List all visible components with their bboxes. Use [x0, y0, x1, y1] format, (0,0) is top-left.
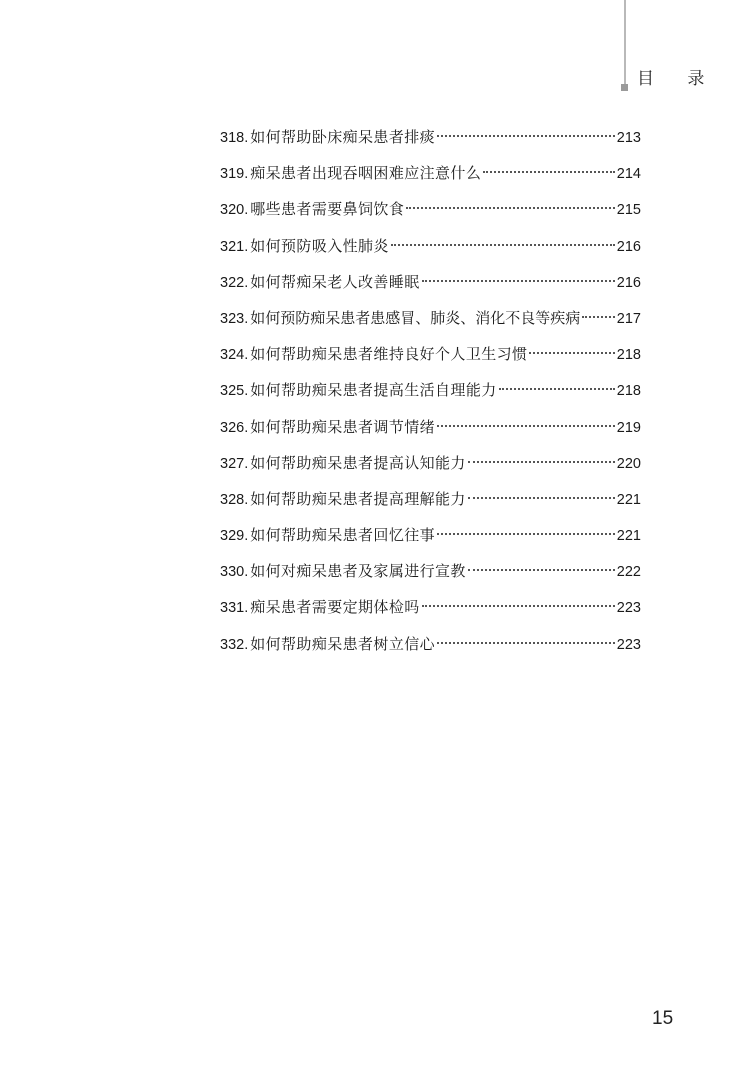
- toc-entry-number: 330.: [220, 564, 249, 581]
- toc-entry[interactable]: [220, 486, 641, 522]
- toc-entry-title: 如何帮助痴呆患者维持良好个人卫生习惯: [250, 345, 528, 364]
- toc-entry[interactable]: [220, 414, 641, 450]
- toc-entry-page: 218: [616, 383, 641, 400]
- toc-entry-number: 331.: [220, 600, 249, 617]
- toc-entry-page: 217: [616, 310, 641, 327]
- header-vertical-rule: [624, 0, 626, 84]
- toc-entry[interactable]: [220, 124, 641, 160]
- toc-entry[interactable]: [220, 631, 641, 667]
- toc-dot-leader: [499, 388, 615, 390]
- toc-entry-page: 216: [616, 274, 641, 291]
- toc-entry-page: 218: [616, 347, 641, 364]
- toc-entry-page: 215: [616, 202, 641, 219]
- toc-entry-page: 223: [616, 600, 641, 617]
- toc-entry-page: 216: [616, 238, 641, 255]
- toc-entry-title: 如何帮助痴呆患者提高认知能力: [250, 453, 466, 472]
- toc-entry-number: 322.: [220, 274, 249, 291]
- toc-entry-number: 323.: [220, 310, 249, 327]
- toc-dot-leader: [437, 533, 615, 535]
- toc-dot-leader: [437, 135, 615, 137]
- toc-entry-page: 223: [616, 636, 641, 653]
- section-title: 目 录: [637, 69, 719, 89]
- toc-entry[interactable]: [220, 341, 641, 377]
- table-of-contents: [220, 124, 641, 667]
- toc-entry[interactable]: [220, 160, 641, 196]
- toc-dot-leader: [468, 497, 615, 499]
- toc-entry-title: 如何对痴呆患者及家属进行宣教: [250, 562, 466, 581]
- toc-dot-leader: [437, 425, 615, 427]
- toc-entry-page: 220: [616, 455, 641, 472]
- toc-entry-title: 如何帮助痴呆患者提高生活自理能力: [250, 381, 497, 400]
- toc-dot-leader: [468, 569, 615, 571]
- toc-entry-page: 222: [616, 564, 641, 581]
- toc-entry-number: 332.: [220, 636, 249, 653]
- page-number: 15: [652, 1008, 674, 1029]
- toc-entry[interactable]: [220, 594, 641, 630]
- toc-entry[interactable]: [220, 377, 641, 413]
- toc-entry-title: 如何帮助痴呆患者回忆往事: [250, 526, 436, 545]
- toc-entry-number: 324.: [220, 347, 249, 364]
- toc-entry-title: 如何帮助痴呆患者树立信心: [250, 634, 436, 653]
- toc-entry-title: 如何预防吸入性肺炎: [250, 236, 389, 255]
- toc-entry-number: 325.: [220, 383, 249, 400]
- toc-entry-number: 329.: [220, 528, 249, 545]
- toc-dot-leader: [422, 605, 615, 607]
- toc-entry-title: 如何帮助痴呆患者提高理解能力: [250, 489, 466, 508]
- toc-entry-page: 219: [616, 419, 641, 436]
- toc-entry-title: 如何帮助卧床痴呆患者排痰: [250, 128, 436, 146]
- toc-entry-page: 221: [616, 528, 641, 545]
- toc-entry[interactable]: [220, 522, 641, 558]
- toc-entry-title: 如何预防痴呆患者患感冒、肺炎、消化不良等疾病: [250, 308, 581, 327]
- toc-entry-page: 213: [616, 130, 641, 146]
- toc-entry-title: 如何帮痴呆老人改善睡眠: [250, 272, 420, 291]
- header-square-marker: [621, 84, 628, 91]
- toc-entry-number: 318.: [220, 130, 249, 146]
- toc-entry[interactable]: [220, 233, 641, 269]
- toc-entry-number: 326.: [220, 419, 249, 436]
- toc-entry[interactable]: [220, 558, 641, 594]
- toc-entry-number: 327.: [220, 455, 249, 472]
- toc-dot-leader: [406, 207, 615, 209]
- toc-entry-title: 如何帮助痴呆患者调节情绪: [250, 417, 436, 436]
- toc-dot-leader: [483, 171, 615, 173]
- toc-dot-leader: [529, 352, 614, 354]
- toc-dot-leader: [422, 280, 615, 282]
- toc-dot-leader: [582, 316, 615, 318]
- toc-entry-title: 痴呆患者出现吞咽困难应注意什么: [250, 164, 482, 183]
- toc-entry[interactable]: [220, 450, 641, 486]
- toc-entry-page: 221: [616, 491, 641, 508]
- toc-entry[interactable]: [220, 269, 641, 305]
- toc-entry-number: 320.: [220, 202, 249, 219]
- toc-entry-number: 328.: [220, 491, 249, 508]
- toc-dot-leader: [391, 244, 615, 246]
- toc-entry[interactable]: [220, 305, 641, 341]
- toc-entry-number: 321.: [220, 238, 249, 255]
- toc-entry-page: 214: [616, 166, 641, 183]
- toc-entry-number: 319.: [220, 166, 249, 183]
- toc-entry-title: 痴呆患者需要定期体检吗: [250, 598, 420, 617]
- toc-dot-leader: [437, 642, 615, 644]
- toc-entry-title: 哪些患者需要鼻饲饮食: [250, 200, 405, 219]
- toc-dot-leader: [468, 461, 615, 463]
- toc-entry[interactable]: [220, 196, 641, 232]
